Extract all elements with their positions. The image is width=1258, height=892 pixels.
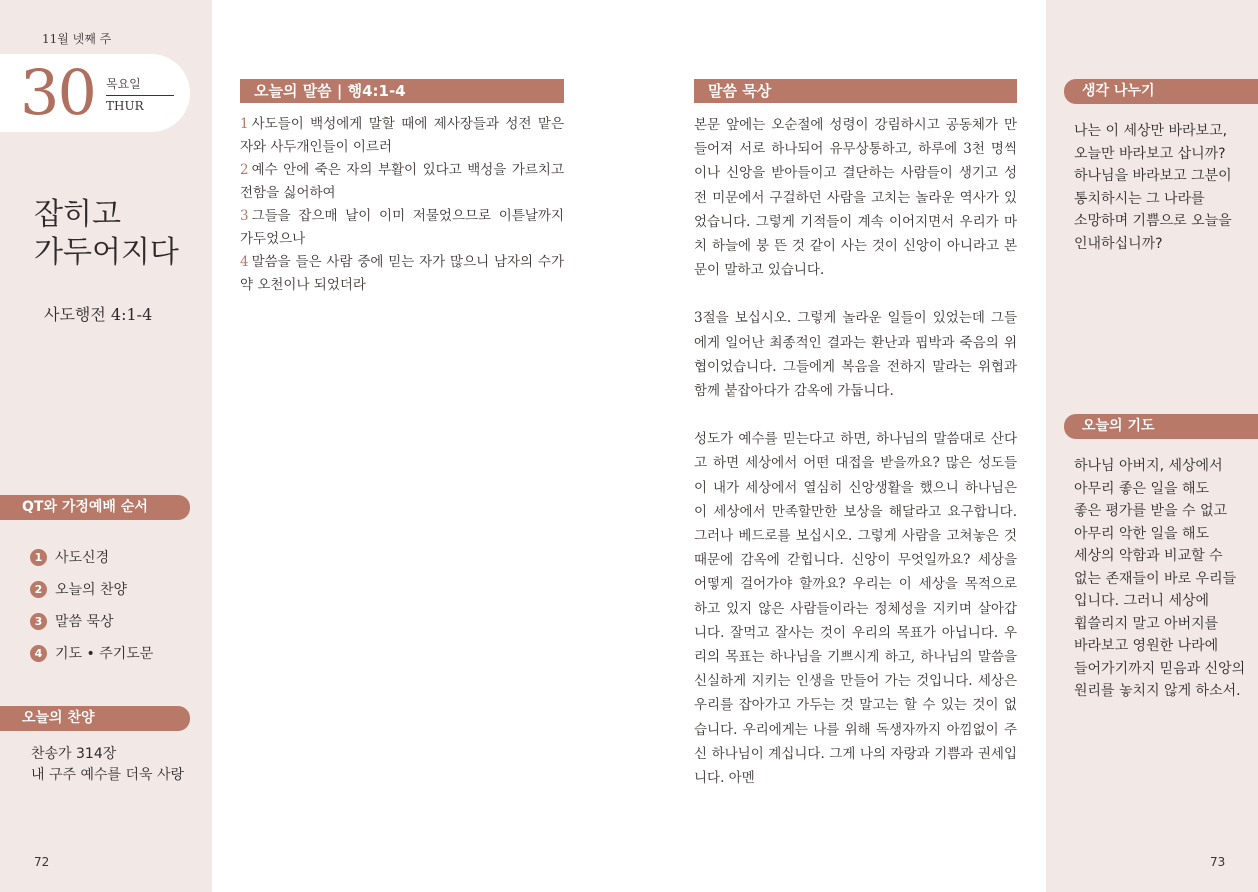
scripture-reference: 사도행전 4:1-4 (44, 305, 153, 324)
meditation-body (694, 113, 1017, 814)
qt-order-item (30, 541, 153, 573)
hymn-title: 내 구주 예수를 더욱 사랑 (31, 767, 185, 783)
prayer-heading: 오늘의 기도 (1064, 414, 1258, 439)
qt-order-list (30, 541, 153, 669)
meditation-heading: 말씀 묵상 (694, 79, 1017, 103)
weekday-divider (106, 95, 174, 96)
step-label: 말씀 묵상 (55, 614, 114, 630)
page-title (34, 196, 179, 272)
verse-number: 2 (240, 162, 249, 178)
verse-number: 3 (240, 208, 249, 224)
sharing-heading: 생각 나누기 (1064, 79, 1258, 104)
verse (240, 251, 564, 297)
step-label: 사도신경 (55, 550, 110, 566)
hymn-info (31, 744, 184, 786)
meditation-paragraph: 3절을 보십시오. 그렇게 놀라운 일들이 있었는데 그들에게 일어난 최종적인 결과는 환난과 핍박과 죽음의 위협이었습니다. 그들에게 복음을 전하지 말라는 위협과 함께 붙잡아다가 감옥에 가둡니다. (694, 310, 1017, 400)
step-number-badge: 4 (30, 645, 47, 662)
verse-text: 사도들이 백성에게 말할 때에 제사장들과 성전 맡은 자와 사두개인들이 이르러 (240, 116, 564, 155)
date-day: 30 (20, 56, 95, 129)
qt-order-heading: QT와 가정예배 순서 (0, 495, 190, 520)
verse (240, 205, 564, 251)
prayer-text: 하나님 아버지, 세상에서 아무리 좋은 일을 해도 좋은 평가를 받을 수 없고 아무리 악한 일을 해도 세상의 악함과 비교할 수 없는 존재들이 바로 우리들 입니다. 그러니 세상에 휩쓸리지 말고 아버지를 바라보고 영원한 나라에 들어가기까지 믿음과 신앙의 원리를 놓치지 않게 하소서. (1074, 458, 1246, 699)
weekday-english: THUR (106, 99, 144, 113)
qt-order-item (30, 573, 153, 605)
scripture-heading: 오늘의 말씀 | 행4:1-4 (240, 79, 564, 103)
step-label: 기도 • 주기도문 (55, 646, 154, 662)
verse-text: 말씀을 들은 사람 중에 믿는 자가 많으니 남자의 수가 약 오천이나 되었더라 (240, 254, 564, 293)
hymn-number: 찬송가 314장 (31, 746, 117, 762)
hymn-heading: 오늘의 찬양 (0, 706, 190, 731)
verse (240, 159, 564, 205)
meditation-paragraph: 성도가 예수를 믿는다고 하면, 하나님의 말씀대로 산다고 하면 세상에서 어떤 대접을 받을까요? 많은 성도들이 내가 세상에서 열심히 신앙생활을 했으니 하나님은 이 세상에서 만족할만한 보상을 해달라고 요구합니다. 그러나 베드로를 보십시오. 그렇게 사람을 고쳐놓은 것 때문에 감옥에 갇힙니다. 신앙이 무엇일까요? 세상을 어떻게 걸어가야 할까요? 우리는 이 세상을 목적으로 하고 있지 않은 사람들이라는 정체성을 지키며 살아갑니다. 잘먹고 잘사는 것이 우리의 목표가 아닙니다. 우리의 목표는 하나님을 기쁘시게 하고, 하나님의 말씀을 신실하게 지키는 인생을 만들어 가는 것입니다. 세상은 우리를 잡아가고 가두는 것 말고는 할 수 있는 것이 없습니다. 우리에게는 나를 위해 독생자까지 아낌없이 주신 하나님이 계십니다. 그게 나의 자랑과 기쁨과 권세입니다. 아멘 (694, 431, 1017, 787)
step-number-badge: 3 (30, 613, 47, 630)
step-number-badge: 1 (30, 549, 47, 566)
verse-text: 예수 안에 죽은 자의 부활이 있다고 백성을 가르치고 전함을 싫어하여 (240, 162, 564, 201)
week-label: 11월 넷째 주 (42, 32, 112, 46)
meditation-paragraph: 본문 앞에는 오순절에 성령이 강림하시고 공동체가 만들어져 서로 하나되어 유무상통하고, 하루에 3천 명씩이나 신앙을 받아들이고 결단하는 사람들이 생기고 성전 미문에서 구걸하던 사람을 고치는 놀라운 역사가 있었습니다. 그렇게 기적들이 계속 이어지면서 우리가 마치 하늘에 붕 뜬 것 같이 사는 것이 신앙이 아니라고 본문이 말하고 있습니다. (694, 117, 1017, 279)
qt-order-item (30, 637, 153, 669)
scripture-verses (240, 113, 564, 297)
sharing-questions: 나는 이 세상만 바라보고, 오늘만 바라보고 삽니까? 하나님을 바라보고 그분이 통치하시는 그 나라를 소망하며 기쁨으로 오늘을 인내하십니까? (1074, 123, 1232, 252)
page-number-left: 72 (34, 855, 50, 869)
page-number-right: 73 (1210, 855, 1226, 869)
title-line-2: 가두어지다 (34, 235, 179, 270)
verse-number: 1 (240, 116, 249, 132)
weekday-korean: 목요일 (106, 77, 141, 91)
qt-order-item (30, 605, 153, 637)
step-number-badge: 2 (30, 581, 47, 598)
step-label: 오늘의 찬양 (55, 582, 128, 598)
verse (240, 113, 564, 159)
verse-number: 4 (240, 254, 249, 270)
verse-text: 그들을 잡으매 날이 이미 저물었으므로 이튿날까지 가두었으나 (240, 208, 564, 247)
title-line-1: 잡히고 (34, 197, 121, 232)
